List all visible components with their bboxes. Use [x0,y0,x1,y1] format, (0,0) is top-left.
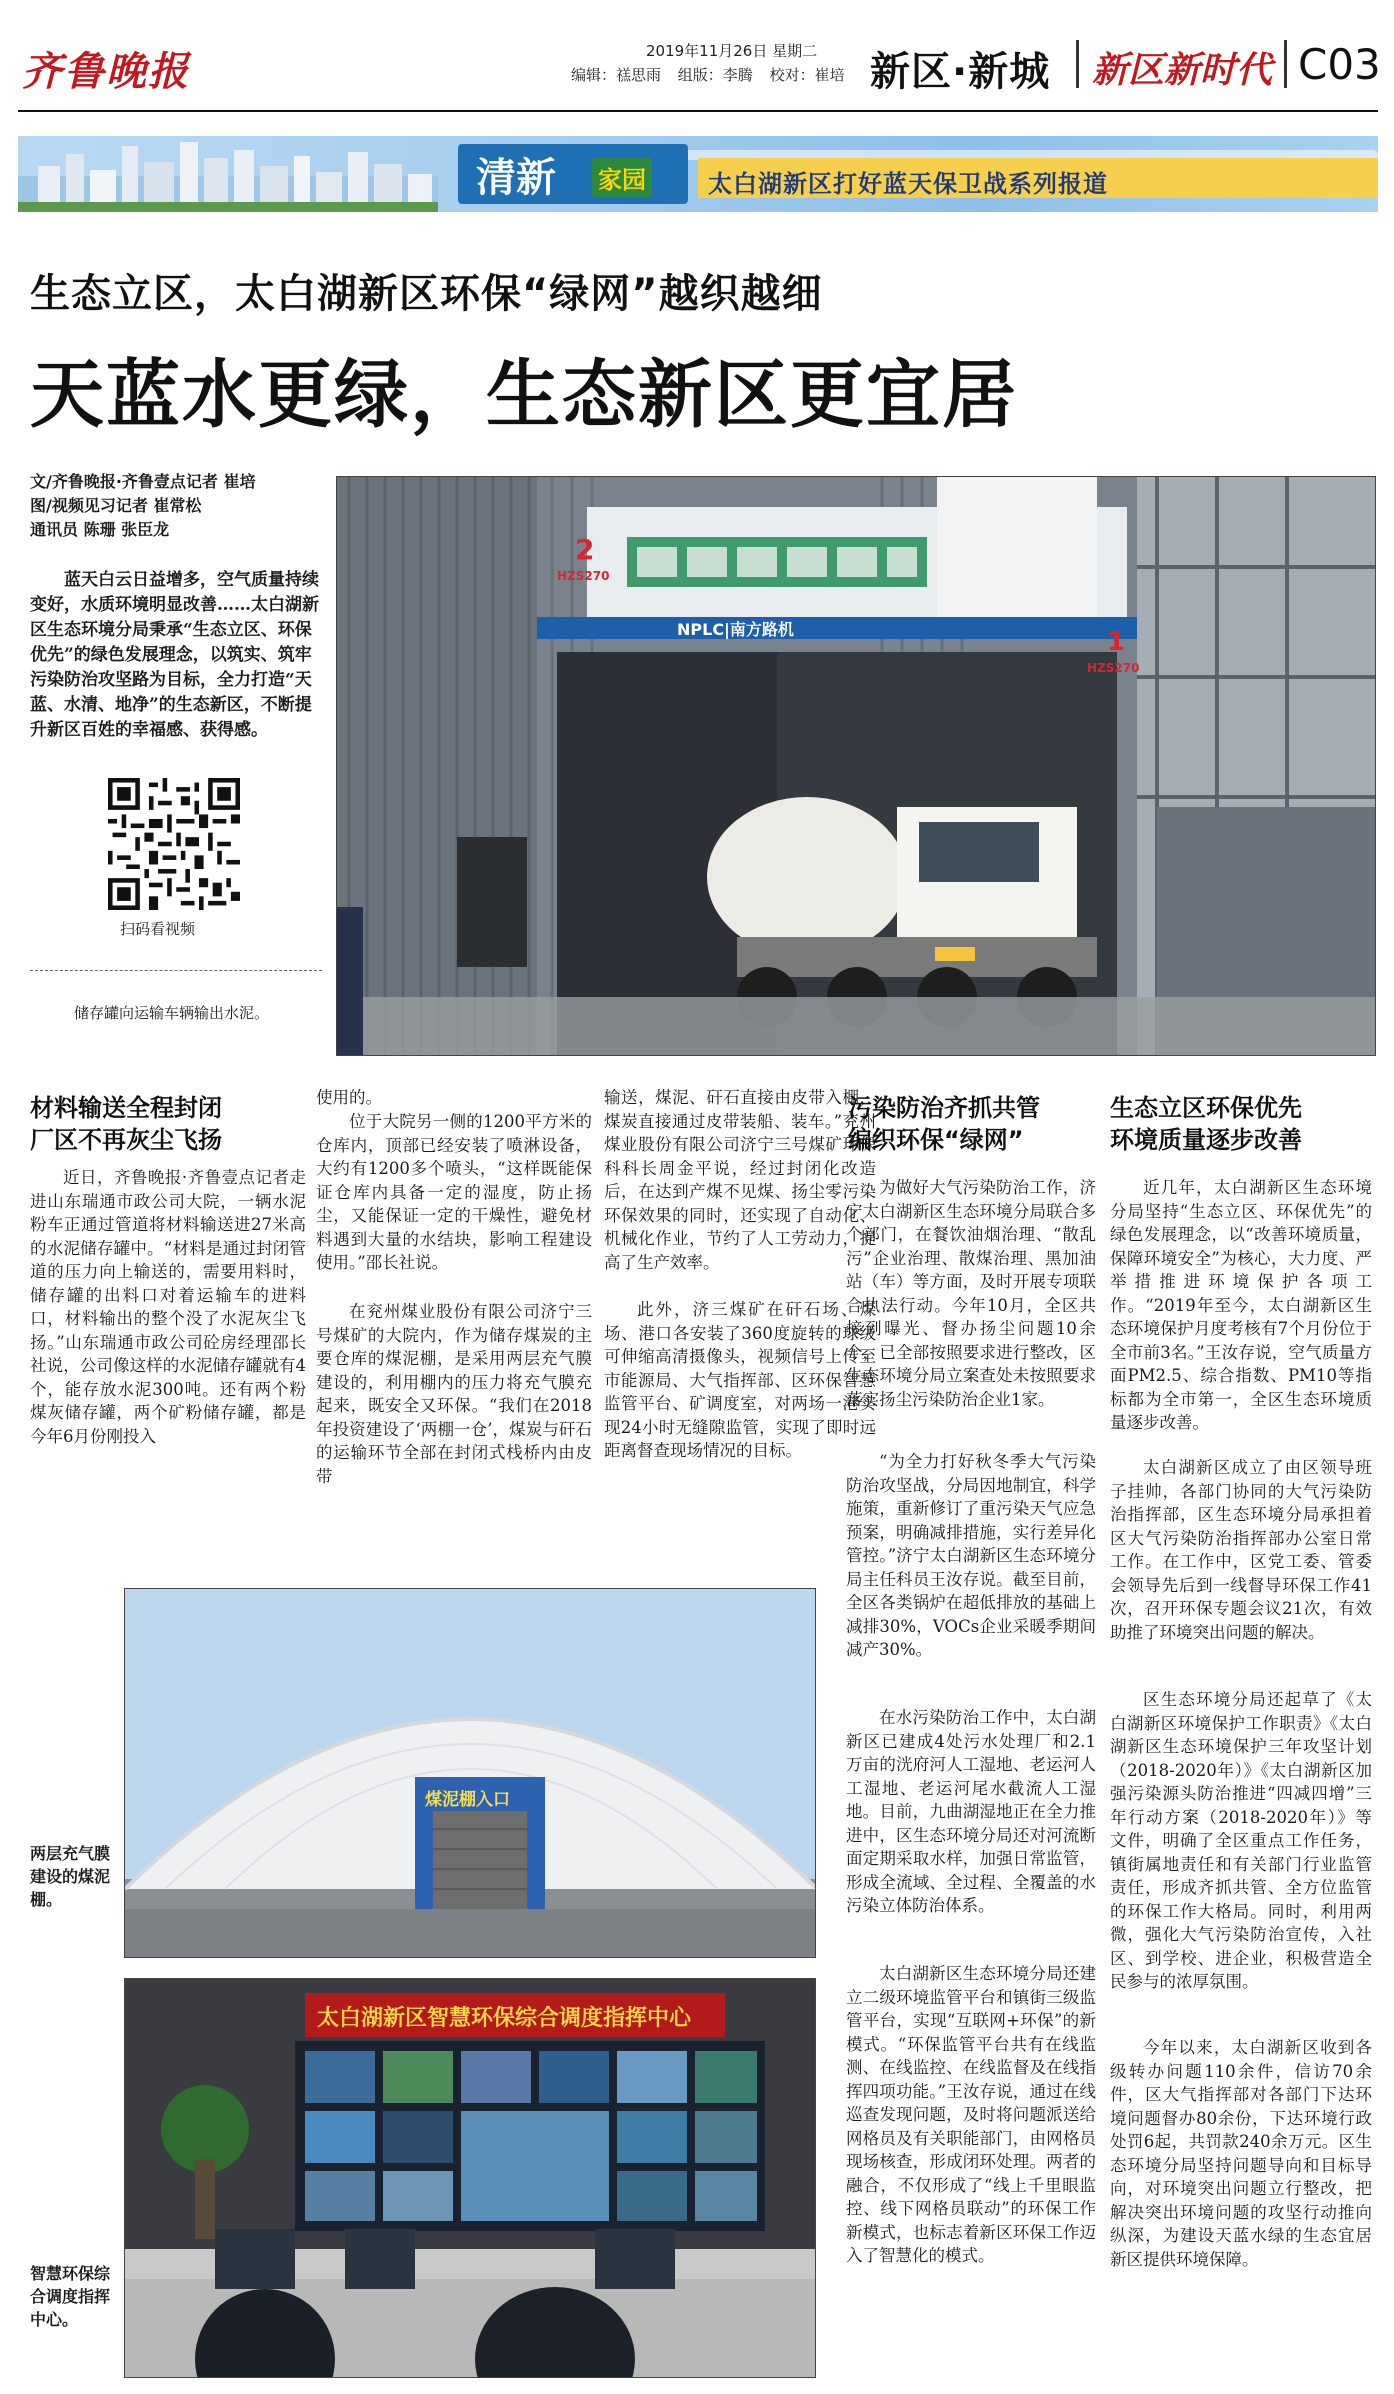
coal-shed-entrance-sign: 煤泥棚入口 [425,1790,510,1810]
qr-code-icon[interactable] [108,778,240,910]
editor-name: 编辑：禚思雨 [571,66,662,84]
tower-code-label: HZS270 [1087,661,1140,675]
photo2-caption: 两层充气膜建设的煤泥棚。 [30,1844,111,1909]
series-banner [18,136,1378,212]
section-title-line: 污染防治齐抓共管 [848,1094,1040,1122]
tower-number-label: 2 [575,533,595,566]
photo-cement-plant [336,476,1376,1056]
banner-logo-text: 清新 [476,155,556,201]
newspaper-logo: 齐鲁晚报 [22,48,190,95]
section3-title [1110,1092,1370,1156]
section1-column-2-carry: 使用的。 [316,1088,382,1107]
plant-brand-sign: NPLC|南方路机 [677,620,794,639]
tower-number-label: 1 [1107,627,1126,657]
masthead-rule [18,110,1378,112]
article-headline: 天蓝水更绿，生态新区更宜居 [30,352,1018,438]
section1-column-2-paragraph: 在兖州煤业股份有限公司济宁三号煤矿的大院内，作为储存煤炭的主要仓库的煤泥棚，是采用两层充气膜建设的，利用棚内的压力将充气膜充起来，既安全又环保。“我们在2018年投资建设了‘两棚一仓’，煤炭与矸石的运输环节全部在封闭式栈桥内由皮带 [316,1302,592,1486]
section-title-line: 环境质量逐步改善 [1110,1126,1302,1154]
article-lead [30,568,322,743]
command-center-image [125,1979,816,2378]
divider [1076,40,1079,88]
section3-paragraph: 区生态环境分局还起草了《太白湖新区环境保护工作职责》《太白湖新区生态环境保护三年攻坚计划（2018-2020年）》《太白湖新区加强污染源头防治推进“四减四增”三年行动方案（2018-2020年）》等文件，明确了全区重点工作任务，镇街属地责任和有关部门行业监管责任，形成齐抓共管、全方位监管的环保工作大格局。同时，利用两微，强化大气污染防治宣传，入社区、到学校、进企业，积极营造全民参与的浓厚氛围。 [1110,1690,1372,1991]
command-center-banner: 太白湖新区智慧环保综合调度指挥中心 [317,2006,692,2031]
section-title-line: 材料输送全程封闭 [30,1094,222,1122]
section1-column-2-paragraph: 位于大院另一侧的1200平方米的仓库内，顶部已经安装了喷淋设备，大约有1200多个喷头，“这样既能保证仓库内具备一定的湿度，防止扬尘，又能保证一定的干燥性，避免材料遇到大量的水结块，影响工程建设使用。”邵长社说。 [316,1112,592,1272]
section-title-line: 编织环保“绿网” [848,1126,1024,1154]
byline [30,470,320,542]
caption-divider [30,970,322,971]
section2-paragraph: “为全力打好秋冬季大气污染防治攻坚战，分局因地制宜，科学施策，重新修订了重污染天气应急预案，明确减排措施，实行差异化管控。”济宁太白湖新区生态环境分局主任科员王汝存说。截至目前，全区各类锅炉在超低排放的基础上减排30%，VOCs企业采暖季期间减产30%。 [846,1452,1096,1659]
photo1-caption: 储存罐向运输车辆输出水泥。 [74,1004,270,1022]
section-title: 新区·新城 [870,49,1051,95]
section-title-line: 生态立区环保优先 [1110,1094,1302,1122]
section3-paragraph: 近几年，太白湖新区生态环境分局坚持“生态立区、环保优先”的绿色发展理念，以“改善环境质量，保障环境安全”为核心，大力度、严举措推进环境保护各项工作。“2019年至今，太白湖新区生态环境保护月度考核有7个月份位于全市前3名。”王汝存说，空气质量方面PM2.5、综合指数、PM10等指标都为全市第一，全区生态环境质量逐步改善。 [1110,1178,1372,1432]
section-brand-logo: 新区新时代 [1092,49,1273,91]
section2-paragraph: 太白湖新区生态环境分局还建立二级环境监管平台和镇街三级监管平台，实现“互联网+环保”的新模式。“环保监管平台共有在线监测、在线监控、在线监督及在线指挥四项功能。”王汝存说，通过在线巡查发现问题，及时将问题派送给网格员及有关职能部门，由网格员现场核查，形成闭环处理。两者的融合，不仅形成了“线上千里眼监控、线下网格员联动”的环保工作新模式，也标志着新区环保工作迈入了智慧化的模式。 [846,1964,1096,2265]
photo3-caption: 智慧环保综合调度指挥中心。 [30,2264,111,2329]
layout-name: 组版：李腾 [677,66,753,84]
tower-code-label: HZS270 [557,569,610,583]
banner-series-title: 太白湖新区打好蓝天保卫战系列报道 [708,170,1108,198]
lead-text: 蓝天白云日益增多，空气质量持续变好，水质环境明显改善……太白湖新区生态环境分局秉承“生态立区、环保优先”的绿色发展理念，以筑实、筑牢污染防治攻坚路为目标，全力打造“天蓝、水清、地净”的生态新区，不断提升新区百姓的幸福感、获得感。 [30,570,319,740]
proof-name: 校对：崔培 [769,66,845,84]
byline-line: 文/齐鲁晚报·齐鲁壹点记者 崔培 [30,472,256,491]
page-number: C03 [1298,40,1381,89]
section1-title [30,1092,300,1156]
section3-paragraph: 太白湖新区成立了由区领导班子挂帅，各部门协同的大气污染防治指挥部，区生态环境分局承担着区大气污染防治指挥部办公室日常工作。在工作中，区党工委、管委会领导先后到一线督导环保工作41次，召开环保专题会议21次，有效助推了环境突出问题的解决。 [1110,1458,1372,1642]
banner-logo-badge: 家园 [592,158,652,197]
editor-credits [571,64,857,85]
byline-line: 通讯员 陈珊 张臣龙 [30,520,170,539]
section3-paragraph: 今年以来，太白湖新区收到各级转办问题110余件，信访70余件，区大气指挥部对各部门下达环境问题督办80余份，下达环境行政处罚6起，共罚款240余万元。区生态环境分局坚持问题导向和目标导向，对环境突出问题立行整改，把解决突出环境问题的攻坚行动推向纵深，为建设天蓝水绿的生态宜居新区提供环境保障。 [1110,2038,1372,2269]
cement-plant-image [337,477,1376,1056]
section2-paragraph: 为做好大气污染防治工作，济宁太白湖新区生态环境分局联合多个部门，在餐饮油烟治理、“散乱污”企业治理、散煤治理、黑加油站（车）等方面，及时开展专项联合执法行动。今年10月，全区共接到曝光、督办扬尘问题10余个，已全部按照要求进行整改，区生态环境分局立案查处未按照要求落实扬尘污染防治企业1家。 [846,1178,1096,1409]
city-skyline-icon [18,136,438,212]
coal-dome-image [125,1589,816,1958]
section2-paragraph: 在水污染防治工作中，太白湖新区已建成4处污水处理厂和2.1万亩的洸府河人工湿地、老运河人工湿地、老运河尾水截流人工湿地。目前，九曲湖湿地正在全力推进中，区生态环境分局还对河流断面定期采取水样，加强日常监管，形成全流域、全过程、全覆盖的水污染立体防治体系。 [846,1708,1096,1915]
photo-command-center [124,1978,816,2378]
byline-line: 图/视频见习记者 崔常松 [30,496,202,515]
divider [1284,40,1287,88]
photo-coal-dome [124,1588,816,1958]
section1-column-3-carry: 输送，煤泥、矸石直接由皮带入棚，煤炭直接通过皮带装船、装车。”兖州煤业股份有限公司济宁三号煤矿环保科科长周金平说，经过封闭化改造后，在达到产煤不见煤、扬尘零污染环保效果的同时，还实现了自动化、机械化作业，节约了人工劳动力，提高了生产效率。 [604,1088,876,1272]
section1-column-3-paragraph: 此外，济三煤矿在矸石场、煤场、港口各安装了360度旋转的球级可伸缩高清摄像头，视频信号上传至市能源局、大气指挥部、区环保智慧监管平台、矿调度室，对两场一港实现24小时无缝隙监管，实现了即时远距离督查现场情况的目标。 [604,1300,876,1460]
article-subhead: 生态立区，太白湖新区环保“绿网”越织越细 [30,271,823,317]
section-title-line: 厂区不再灰尘飞扬 [30,1126,222,1154]
issue-date: 2019年11月26日 星期二 [646,42,818,60]
section2-title [848,1092,1098,1156]
section1-column-1: 近日，齐鲁晚报·齐鲁壹点记者走进山东瑞通市政公司大院，一辆水泥粉车正通过管道将材料输送进27米高的水泥储存罐中。“材料是通过封闭管道的压力向上输送的，需要用料时，储存罐的出料口对着运输车的进料口，材料输出的整个没了水泥灰尘飞扬。”山东瑞通市政公司砼房经理邵长社说，公司像这样的水泥储存罐就有4个，能存放水泥300吨。还有两个粉煤灰储存罐，两个矿粉储存罐，都是今年6月份刚投入 [30,1168,306,1446]
qr-caption: 扫码看视频 [120,920,196,938]
